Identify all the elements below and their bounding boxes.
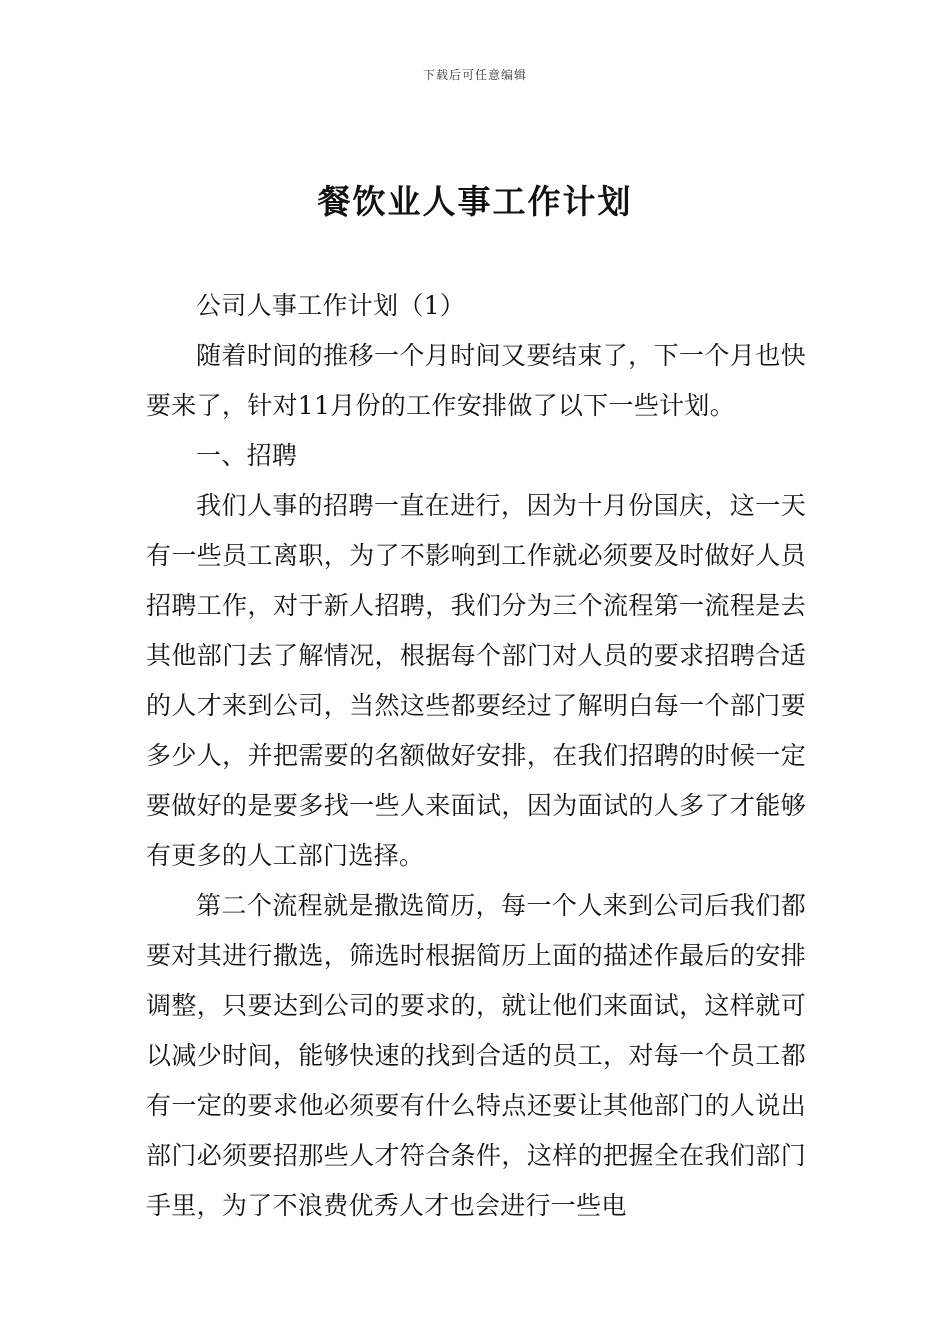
header-note: 下载后可任意编辑 bbox=[422, 68, 527, 82]
document-title: 餐饮业人事工作计划 bbox=[317, 182, 633, 221]
paragraph-recruitment-step-1: 我们人事的招聘一直在进行，因为十月份国庆，这一天有一些员工离职，为了不影响到工作就必须要及时做好人员招聘工作，对于新人招聘，我们分为三个流程第一流程是去其他部门去了解情况，根据每个部门对人员的要求招聘合适的人才来到公司，当然这些都要经过了解明白每一个部门要多少人，并把需要的名额做好安排，在我们招聘的时候一定要做好的是要多找一些人来面试，因为面试的人多了才能够有更多的人工部门选择。 bbox=[146, 491, 806, 870]
paragraph-recruitment-step-2: 第二个流程就是撒选简历，每一个人来到公司后我们都要对其进行撒选，筛选时根据简历上面的描述作最后的安排调整，只要达到公司的要求的，就让他们来面试，这样就可以减少时间，能够快速的找到合适的员工，对每一个员工都有一定的要求他必须要有什么特点还要让其他部门的人说出部门必须要招那些人才符合条件，这样的把握全在我们部门手里，为了不浪费优秀人才也会进行一些电 bbox=[146, 891, 806, 1220]
section-heading-recruitment: 一、招聘 bbox=[196, 441, 298, 470]
paragraph-subtitle: 公司人事工作计划（1） bbox=[196, 291, 466, 320]
document-body bbox=[146, 281, 806, 1231]
paragraph-intro: 随着时间的推移一个月时间又要结束了，下一个月也快要来了，针对11月份的工作安排做了以下一些计划。 bbox=[146, 341, 806, 420]
